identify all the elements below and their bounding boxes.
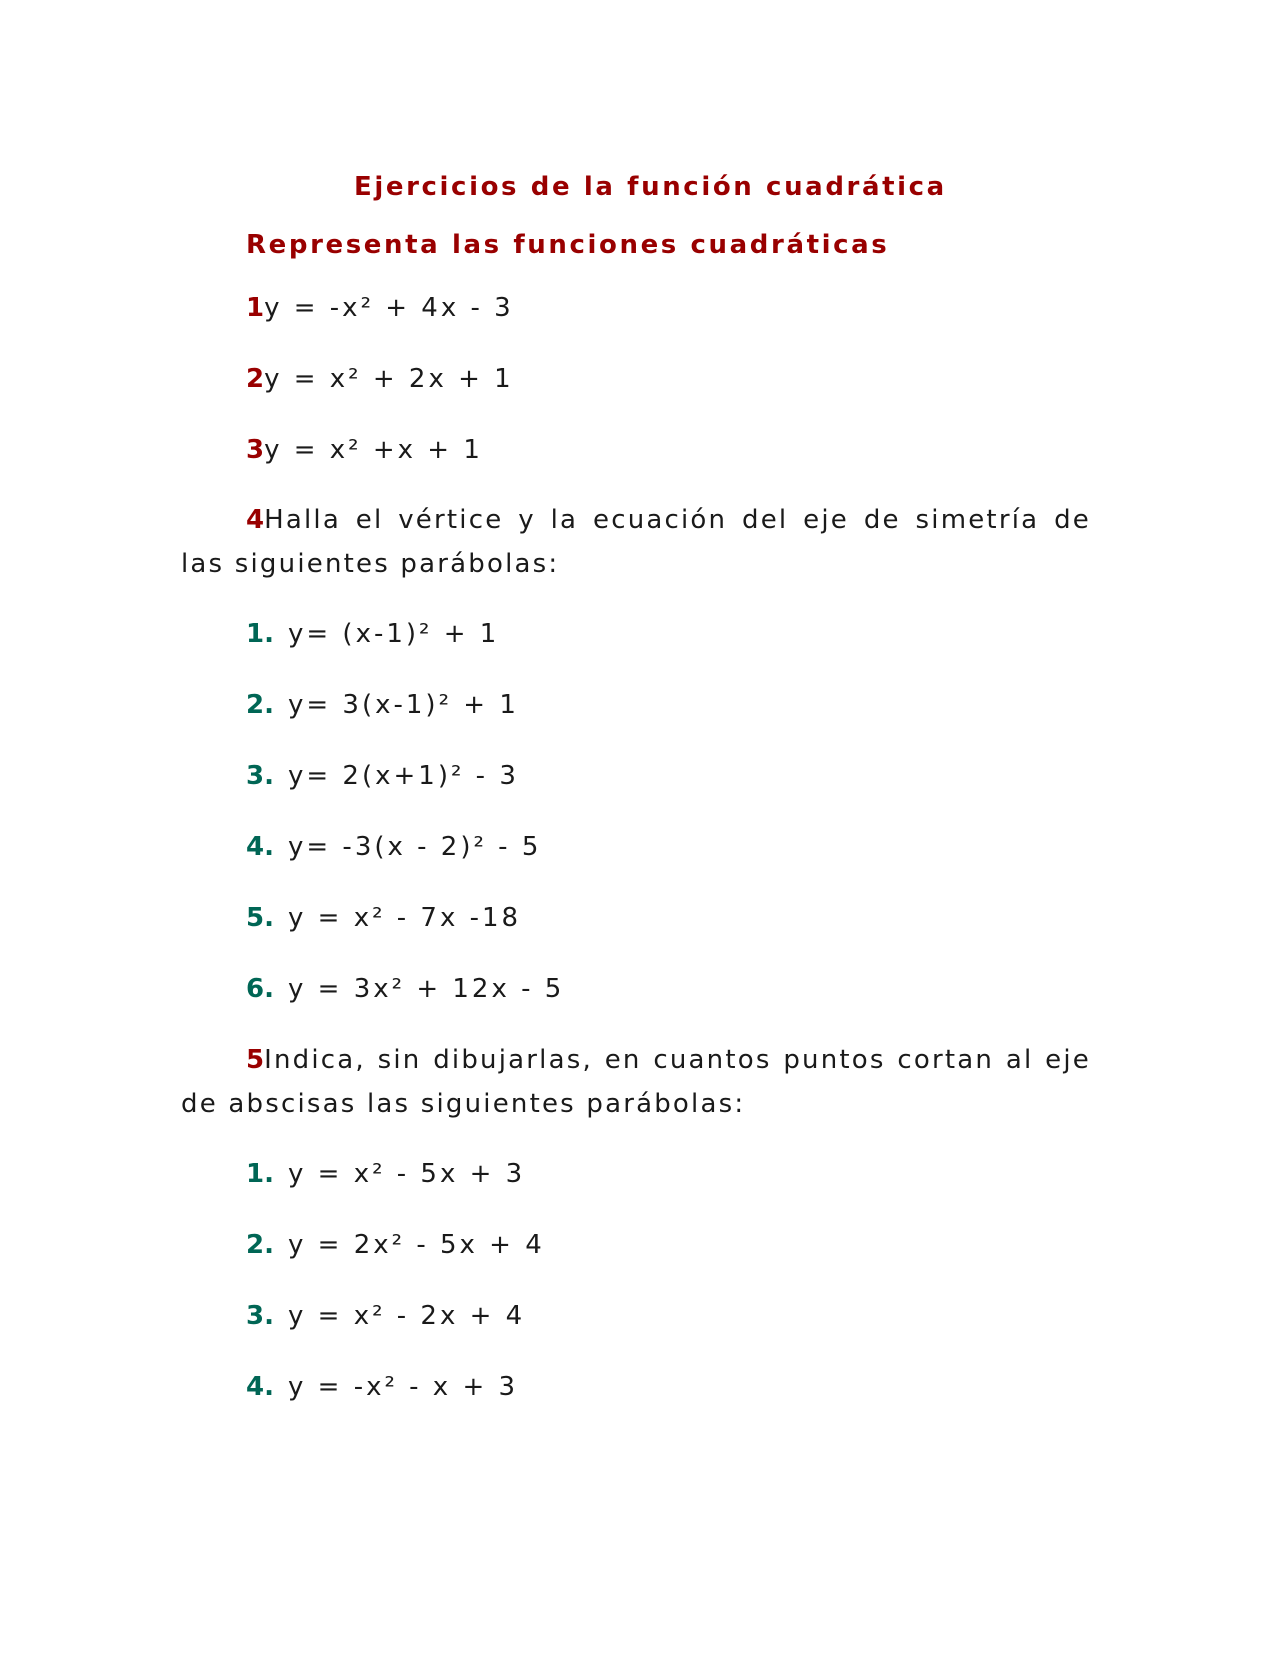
equation: y = -x² + 4x - 3 xyxy=(264,293,514,323)
list-number: 4. xyxy=(246,832,274,862)
list-number: 3. xyxy=(246,1301,274,1331)
exercise-4-statement xyxy=(181,498,1091,586)
exercise-5-statement xyxy=(181,1038,1091,1126)
equation: y = x² +x + 1 xyxy=(264,435,483,465)
exercise-4-item xyxy=(246,902,521,934)
equation: y = 3x² + 12x - 5 xyxy=(288,974,565,1004)
list-number: 2. xyxy=(246,1230,274,1260)
list-number: 5. xyxy=(246,903,274,933)
section-subtitle: Representa las funciones cuadráticas xyxy=(246,230,890,260)
exercise-number: 4 xyxy=(246,505,265,535)
exercise-4-item xyxy=(246,689,519,721)
document-title: Ejercicios de la función cuadrática xyxy=(354,172,947,202)
equation: y = 2x² - 5x + 4 xyxy=(288,1230,545,1260)
list-number: 1. xyxy=(246,619,274,649)
equation: y= (x-1)² + 1 xyxy=(288,619,500,649)
exercise-4-item xyxy=(246,831,541,863)
exercise-3 xyxy=(246,434,483,466)
equation: y = x² - 5x + 3 xyxy=(288,1159,526,1189)
equation: y= 2(x+1)² - 3 xyxy=(288,761,519,791)
exercise-2 xyxy=(246,363,514,395)
exercise-number: 2 xyxy=(246,364,265,394)
exercise-text: Indica, sin dibujarlas, en cuantos puntos cortan al eje de abscisas las siguientes parábolas: xyxy=(181,1045,1091,1119)
exercise-number: 3 xyxy=(246,435,265,465)
exercise-text: Halla el vértice y la ecuación del eje de simetría de las siguientes parábolas: xyxy=(181,505,1091,579)
equation: y = x² - 2x + 4 xyxy=(288,1301,526,1331)
exercise-5-item xyxy=(246,1158,525,1190)
exercise-number: 1 xyxy=(246,293,265,323)
list-number: 6. xyxy=(246,974,274,1004)
equation: y= -3(x - 2)² - 5 xyxy=(288,832,542,862)
exercise-4-item xyxy=(246,618,499,650)
equation: y = x² + 2x + 1 xyxy=(264,364,514,394)
list-number: 3. xyxy=(246,761,274,791)
list-number: 1. xyxy=(246,1159,274,1189)
list-number: 2. xyxy=(246,690,274,720)
exercise-4-item xyxy=(246,760,519,792)
exercise-5-item xyxy=(246,1229,545,1261)
exercise-5-item xyxy=(246,1300,525,1332)
exercise-4-item xyxy=(246,973,564,1005)
equation: y= 3(x-1)² + 1 xyxy=(288,690,519,720)
exercise-number: 5 xyxy=(246,1045,265,1075)
exercise-5-item xyxy=(246,1371,518,1403)
equation: y = -x² - x + 3 xyxy=(288,1372,519,1402)
list-number: 4. xyxy=(246,1372,274,1402)
exercise-1 xyxy=(246,292,514,324)
equation: y = x² - 7x -18 xyxy=(288,903,522,933)
